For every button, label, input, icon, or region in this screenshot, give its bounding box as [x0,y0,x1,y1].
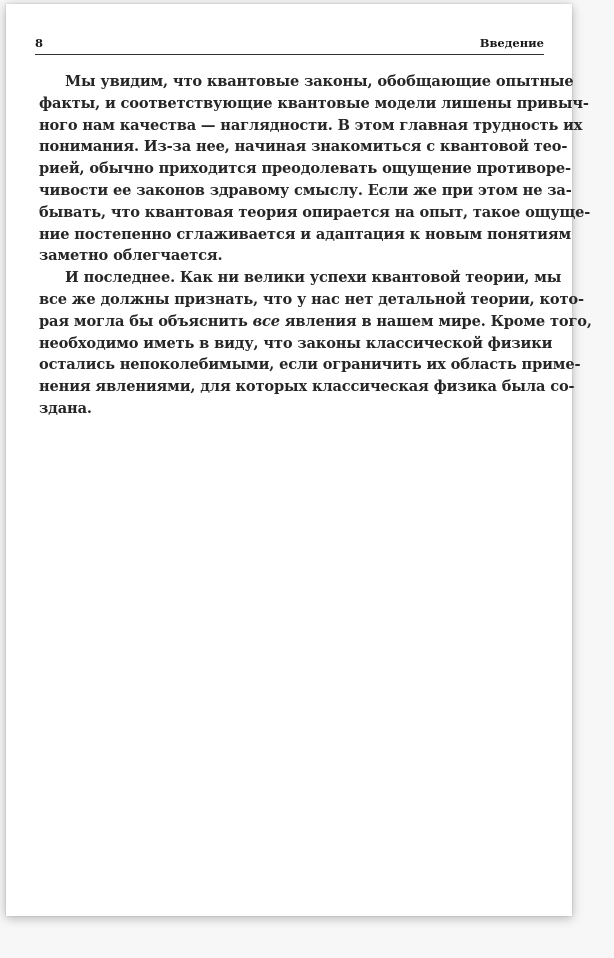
text-line: ного нам качества — наглядности. В этом главная трудность их [39,116,583,134]
body-text [39,71,592,420]
text-line: Мы увидим, что квантовые законы, обобщающие опытные [65,73,574,90]
text-line: заметно облегчается. [39,247,223,265]
text-segment: рая могла бы объяснить [39,312,253,330]
book-page [6,4,592,916]
paragraph-1 [39,71,591,267]
text-line: ние постепенно сглаживается и адаптация к новым понятиям [39,225,572,243]
text-line: рией, обычно приходится преодолевать ощущение противоре- [39,160,571,178]
emphasized-word: все [252,312,280,330]
running-header [35,36,544,54]
text-segment: явления в нашем мире. Кроме того, [279,312,592,330]
text-line: бывать, что квантовая теория опирается на опыт, такое ощуще- [39,203,591,221]
page-number: 8 [35,36,44,50]
paragraph-2 [39,267,592,420]
text-line: все же должны признать, что у нас нет детальной теории, кото- [39,290,584,308]
text-line: факты, и соответствующие квантовые модели лишены привыч- [39,94,589,112]
text-line: И последнее. Как ни велики успехи квантовой теории, мы [65,269,562,287]
header-rule [35,54,544,55]
text-line: здана. [39,399,92,417]
text-line: остались непоколебимыми, если ограничить их область приме- [39,356,581,374]
text-line: нения явлениями, для которых классическая физика была со- [39,378,575,396]
text-line [39,311,592,333]
text-line: чивости ее законов здравому смыслу. Если же при этом не за- [39,181,572,199]
running-title: Введение [479,36,544,50]
text-line: необходимо иметь в виду, что законы классической физики [39,334,553,352]
text-line: понимания. Из-за нее, начиная знакомиться с квантовой тео- [39,138,568,156]
